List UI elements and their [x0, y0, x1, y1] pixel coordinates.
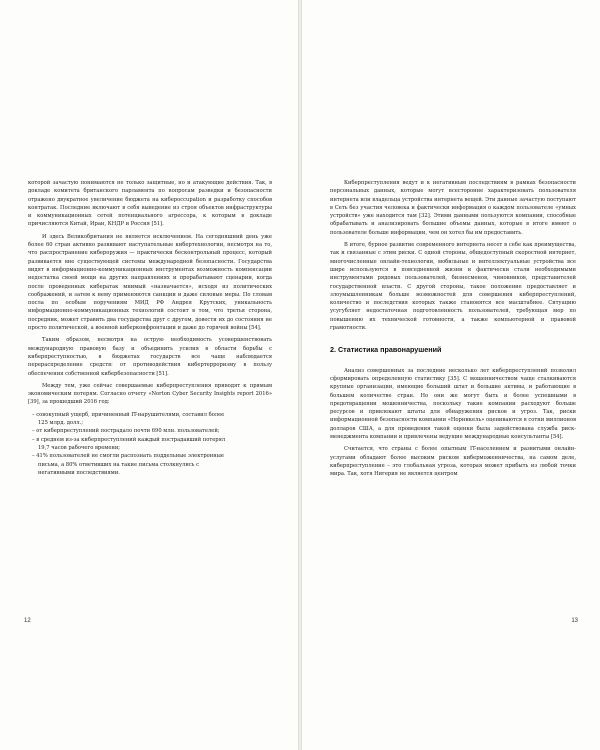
paragraph: И здесь Великобритания не является исключением. На сегодняшний день уже более 60 стран активно развивают наступательные кибертехнологии, несмотря на то, что распространение кибероружия — практически бесконтрольный процесс, который развивается вне существующей системы международной безопасности. Государства видят в информационно-коммуникационных инструментах возможность компенсации недостатка своей мощи на других направлениях и прорабатывают сценарии, когда после проведенных кибератак мнимый «назначается», исходя из политических соображений, и затем к нему применяются санкции и даже силовые меры. По словам посла по особым поручениям МИД РФ Андрея Крутских, уникальность информационно-коммуникационных технологий состоит в том, что третья сторона, посредник, может стравить два государства друг с другом, довести их до состояния не просто политической, а военной киберконфронтации и даже до горячей войны [54]. — [28, 233, 272, 332]
list-item: – от киберпреступлений пострадало почти 690 млн. пользователей; — [28, 427, 272, 435]
left-page — [0, 0, 298, 750]
page-number: 13 — [571, 618, 578, 624]
paragraph: Киберпреступления ведут и к негативным последствиям в рамках безопасности персональных данных, которые могут всесторонне характеризовать пользователя интернета или владельца устройства интернета вещей. Эти данные зачастую поступают в Сеть без участия человека и фактически информация о каждом пользователе «умных устройств» уже находится там [32]. Этими данными пользуются компании, способные обрабатывать и анализировать большие объемы данных, которые в итоге имеют о пользователе больше информации, чем он хотел бы им предоставить. — [330, 180, 576, 236]
paragraph: Считается, что страны с более опытным IT-населением и развитыми онлайн-услугами обладают более высоким риском киберможенничества, на самом деле, киберпреступление – это глобальная угроза, которая может прибыть из любой точки мира. Так, хотя Нигерия не является центром — [330, 446, 576, 478]
paragraph: Анализ совершенных за последние несколько лет киберпреступлений позволил сформировать определенную статистику [35]. С мошенничеством чаще сталкиваются крупные организации, имеющие больший штат и большие активы, и работающие в большем количестве стран. Но они же могут быть и более успешными в предотвращении мошенничества, поскольку такие компании расходуют больше ресурсов и привлекают штаты для обнаружения рисков и угроз. Так, риски информационной безопасности компании «Норникель» оцениваются в сотни миллионов долларов США, а для проведения такой оценки была задействована служба риск-менеджмента компании и привлечены ведущие международные консультанты [54]. — [330, 367, 576, 441]
list-item: – 41% пользователей не смогли распознать поддельные электронные письма, а 80% ответивших на такие письма столкнулись с негативными последствиями. — [28, 452, 272, 477]
paragraph: В итоге, бурное развитие современного интернета несет в себе как преимущества, так и связанные с этим риски. С одной стороны, общедоступный скоростной интернет, многочисленные онлайн-технологии, мобильные и интеллектуальные устройства все шире используются в повседневной жизни и фактически стали необходимыми инструментами рядовых пользователей, бизнесменов, чиновников, представителей государственной власти. С другой стороны, такое положение предоставляет и злоумышленникам больше возможностей для совершения киберпреступлений, количество и последствия которых также становятся все масштабнее. Ситуацию усугубляет недостаточная подготовленность пользователей, требующая мер по повышению их технической готовности, а также компьютерной и правовой грамотности. — [330, 242, 576, 332]
list-item: – совокупный ущерб, причиненный IT-нарушителями, составил более 125 млрд. долл.; — [28, 411, 272, 428]
list-item: – в среднем из-за киберпреступлений каждый пострадавший потерял 19,7 часов рабочего времени; — [28, 436, 272, 453]
right-text-column — [330, 179, 576, 483]
section-heading: 2. Статистика правонарушений — [330, 345, 442, 355]
paragraph: Таким образом, несмотря на острую необходимость усовершенствовать международную правовую базу и объединить усилия в области борьбы с киберпреступностью, в бюджетах государств все чаще наблюдается перераспределение средств: от противодействия кибертерроризму в пользу обеспечения собственной кибербезопасности [51]. — [28, 337, 272, 377]
left-text-column — [28, 179, 272, 481]
right-page — [302, 0, 600, 750]
loss-list — [28, 411, 272, 477]
page-number: 12 — [24, 618, 31, 624]
paragraph: Между тем, уже сейчас совершаемые киберпреступления приводят к прямым экономическим потерям. Согласно отчету «Norton Cyber Security Insights report 2016» [39], за прошедший 2016 год: — [28, 382, 272, 406]
paragraph: которой зачастую понимаются не только защитные, но и атакующие действия. Так, в докладе комитета британского парламента по вопросам разведки и безопасности отражено двукратное увеличение бюджета на киберoccupation и разработку способов контратак. Последние включают в себя выведение из строя объектов инфраструктуры и коммуникационных сетей потенциального агрессора, к которым в докладе причисляются Китай, Иран, КНДР и Россия [51]. — [28, 180, 272, 228]
